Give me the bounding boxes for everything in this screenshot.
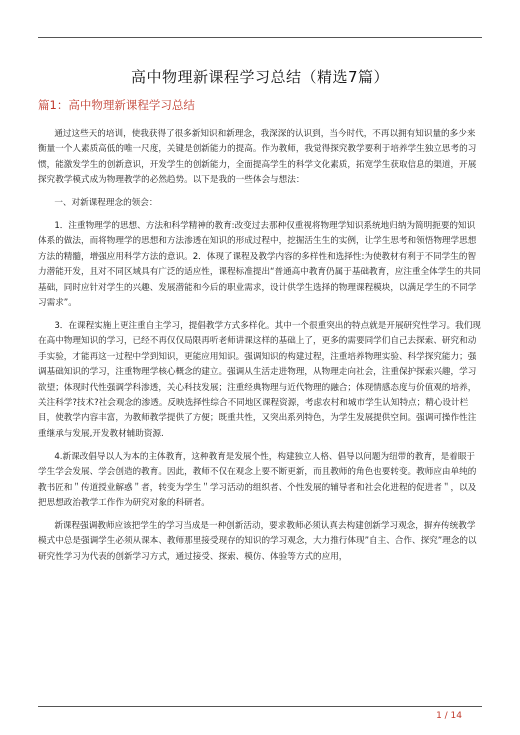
page-indicator: 1 / 14 (436, 711, 462, 721)
paragraph-point-3: 3．在课程实施上更注重自主学习，提倡教学方式多样化。其中一个很重突出的特点就是开展研究性学习。我们现在高中物理知识的学习，已经不再仅仅局限再听老师讲课这样的基础上了，更多的需要同学们自己去探索、研究和动手实验，才能再这一过程中学到知识，更能应用知识。强调知识的构建过程，注重培养物理实验、科学探究能力；强调基础知识的学习，注重物理学核心概念的建立。强调从生活走进物理，从物理走向社会，注重保护探索兴趣，学习欲望；体现时代性强调学科渗透，关心科技发展；注重经典物理与近代物理的融合；体现情感态度与价值观的培养，关注科学?技术?社会观念的渗透。反映选择性综合不同地区课程资源，考虑农村和城市学生认知特点；精心设计栏目，使教学内容丰富，为教师教学提供了方便；既重共性，又突出系列特色，为学生发展提供空间。强调可操作性注重继承与发展,开发教材辅助资源. (38, 320, 481, 439)
paragraph-innovation: 新课程强调教师应该把学生的学习当成是一种创新活动，要求教师必须认真去构建创新学习观念，摒弃传统教学模式中总是强调学生必须从课本、教师那里接受现存的知识的学习观念，大力推行体现”自主、合作、探究”理念的以研究性学习为代表的创新学习方式，通过接受、探索、模仿、体验等方式的应用， (38, 520, 477, 562)
paragraph-point-4: 4.新课改倡导以人为本的主体教育，这种教育是发展个性，构建独立人格、倡导以问题为纽带的教育，是着眼于学生学会发展、学会创造的教育。因此，教师不仅在观念上要不断更新，而且教师的角色也要转变。教师应由单纯的教书匠和＂传道授业解惑＂者，转变为学生＂学习活动的组织者、个性发展的辅导者和社会化进程的促进者＂，以及把思想政治教学工作作为研究对象的科研者。 (38, 451, 477, 508)
paragraph-intro: 通过这些天的培训，使我获得了很多新知识和新理念，我深深的认识到，当今时代，不再以拥有知识量的多少来衡量一个人素质高低的唯一尺度，关键是创新能力的提高。作为教师，我觉得探究教学要利于培养学生独立思考的习惯，能激发学生的创新意识，开发学生的创新能力，全面提高学生的科学文化素质，拓宽学生获取信息的渠道，开展探究教学模式成为物理教学的必然趋势。以下是我的一些体会与想法： (38, 129, 477, 186)
footer-rule (38, 706, 482, 707)
header-rule (38, 37, 482, 38)
section-heading: 篇1：高中物理新课程学习总结 (38, 98, 195, 112)
paragraph-point-1-2: 1．注重物理学的思想、方法和科学精神的教育:改变过去那种仅重视将物理学知识系统地归纳为简明扼要的知识体系的做法，而将物理学的思想和方法渗透在知识的形成过程中，挖掘活生生的实例，让学生思考和领悟物理学思想方法的精髓，增强应用科学方法的意识。2．体现了课程及教学内容的多样性和选择性:为使教材有利于不同学生的智力潜能开发，且对不同区域具有广泛的适应性，课程标准提出“普通高中教育仍属于基础教育，应注重全体学生的共同基础，同时应针对学生的兴趣、发展潜能和今后的职业需求，设计供学生选择的物理课程模块，以满足学生的不同学习需求”。 (38, 221, 481, 309)
document-title: 高中物理新课程学习总结（精选7篇） (130, 68, 390, 86)
paragraph-subheading: 一、对新课程理念的领会： (54, 198, 158, 209)
document-body (38, 127, 483, 565)
